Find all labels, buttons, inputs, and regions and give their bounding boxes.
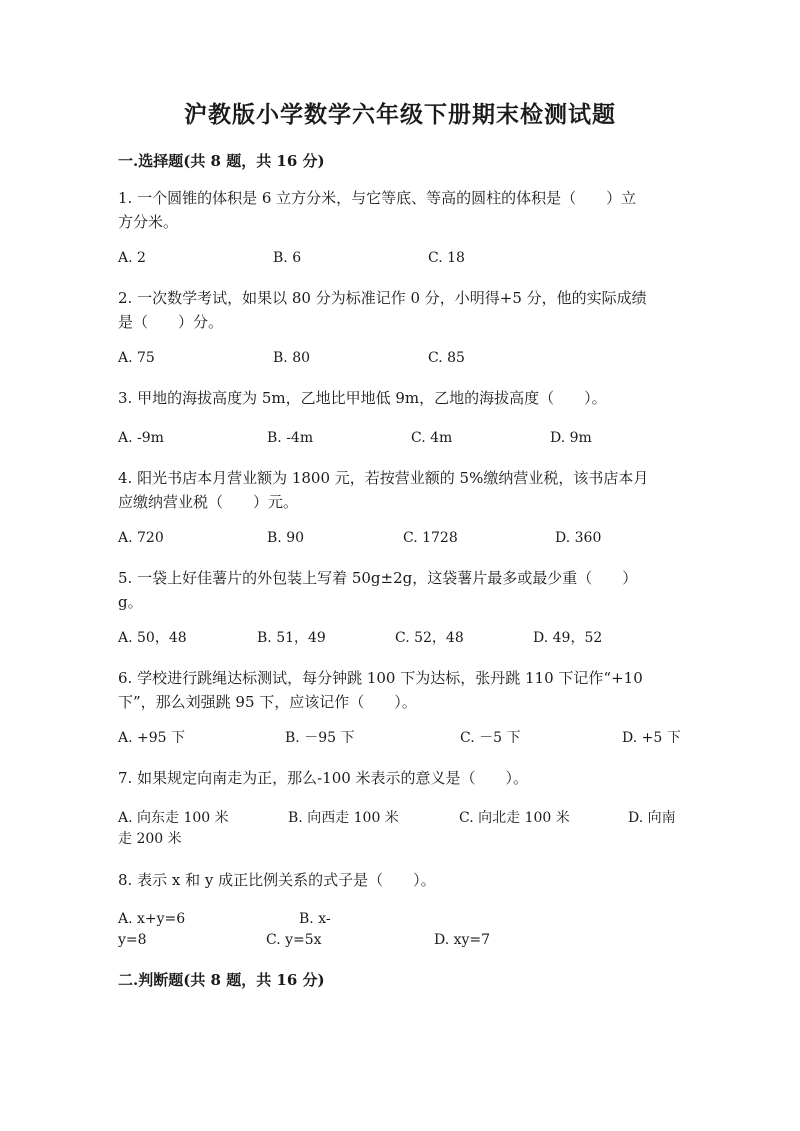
question-7-options-wrap <box>118 827 680 851</box>
option-c: C. y=5x <box>266 932 322 948</box>
option-b: B. 80 <box>273 350 311 366</box>
question-2-options <box>118 346 680 370</box>
question-1 <box>118 186 680 234</box>
option-a: A. +95 下 <box>118 730 186 746</box>
question-1-options <box>118 246 680 270</box>
option-c: C. 4m <box>411 430 453 446</box>
option-d: D. 49，52 <box>533 630 603 646</box>
question-6-options <box>118 726 680 750</box>
option-b-continued: y=8 <box>118 932 147 948</box>
question-text-line: 应缴纳营业税（ ）元。 <box>118 493 299 511</box>
question-text-line: 4. 阳光书店本月营业额为 1800 元，若按营业额的 5%缴纳营业税，该书店本月 <box>118 469 649 487</box>
option-d: D. 9m <box>550 430 592 446</box>
option-b: B. x- <box>299 911 331 927</box>
option-a: A. x+y=6 <box>118 911 186 927</box>
option-a: A. 75 <box>118 350 155 366</box>
question-7 <box>118 766 680 790</box>
question-text-line: 2. 一次数学考试，如果以 80 分为标准记作 0 分，小明得+5 分，他的实际成绩 <box>118 289 647 307</box>
option-a: A. 50，48 <box>118 630 187 646</box>
option-b: B. 90 <box>267 530 305 546</box>
option-d-continued: 走 200 米 <box>118 831 182 847</box>
option-a: A. 2 <box>118 250 146 266</box>
option-a: A. 向东走 100 米 <box>118 810 229 826</box>
question-text-line: 是（ ）分。 <box>118 313 224 331</box>
option-b: B. 向西走 100 米 <box>288 810 399 826</box>
question-2 <box>118 286 680 334</box>
question-4 <box>118 466 680 514</box>
question-8-options-wrap <box>118 928 680 952</box>
option-c: C. 85 <box>428 350 465 366</box>
question-5-options <box>118 626 680 650</box>
question-8 <box>118 868 680 892</box>
question-text-line: 6. 学校进行跳绳达标测试，每分钟跳 100 下为达标，张丹跳 110 下记作“+10 <box>118 669 643 687</box>
option-c: C. 18 <box>428 250 465 266</box>
option-a: A. 720 <box>118 530 164 546</box>
option-b: B. 51，49 <box>257 630 326 646</box>
question-3 <box>118 386 680 410</box>
option-d: D. +5 下 <box>622 730 681 746</box>
question-text-line: 方分米。 <box>118 213 179 231</box>
question-text-line: 8. 表示 x 和 y 成正比例关系的式子是（ ）。 <box>118 871 436 889</box>
option-c: C. 1728 <box>403 530 458 546</box>
option-c: C. 向北走 100 米 <box>459 810 570 826</box>
option-d: D. 360 <box>555 530 602 546</box>
section-heading-judgment: 二.判断题(共 8 题，共 16 分) <box>118 971 325 989</box>
question-text-line: 3. 甲地的海拔高度为 5m，乙地比甲地低 9m，乙地的海拔高度（ ）。 <box>118 389 607 407</box>
question-text-line: 5. 一袋上好佳薯片的外包装上写着 50g±2g，这袋薯片最多或最少重（ ） <box>118 569 638 587</box>
section-heading-choice: 一.选择题(共 8 题，共 16 分) <box>118 152 325 170</box>
option-d: D. xy=7 <box>434 932 491 948</box>
page-title: 沪教版小学数学六年级下册期末检测试题 <box>184 101 616 128</box>
question-6 <box>118 666 680 714</box>
question-text-line: g。 <box>118 593 143 611</box>
question-text-line: 1. 一个圆锥的体积是 6 立方分米，与它等底、等高的圆柱的体积是（ ）立 <box>118 189 637 207</box>
option-b: B. -4m <box>267 430 314 446</box>
option-d: D. 向南 <box>628 810 676 826</box>
question-text-line: 下”，那么刘强跳 95 下，应该记作（ ）。 <box>118 693 417 711</box>
question-5 <box>118 566 680 614</box>
question-text-line: 7. 如果规定向南走为正，那么-100 米表示的意义是（ ）。 <box>118 769 529 787</box>
option-c: C. －5 下 <box>460 730 521 746</box>
question-4-options <box>118 526 680 550</box>
question-3-options <box>118 426 680 450</box>
option-a: A. -9m <box>118 430 164 446</box>
option-b: B. 6 <box>273 250 302 266</box>
option-c: C. 52，48 <box>395 630 464 646</box>
option-b: B. －95 下 <box>285 730 355 746</box>
